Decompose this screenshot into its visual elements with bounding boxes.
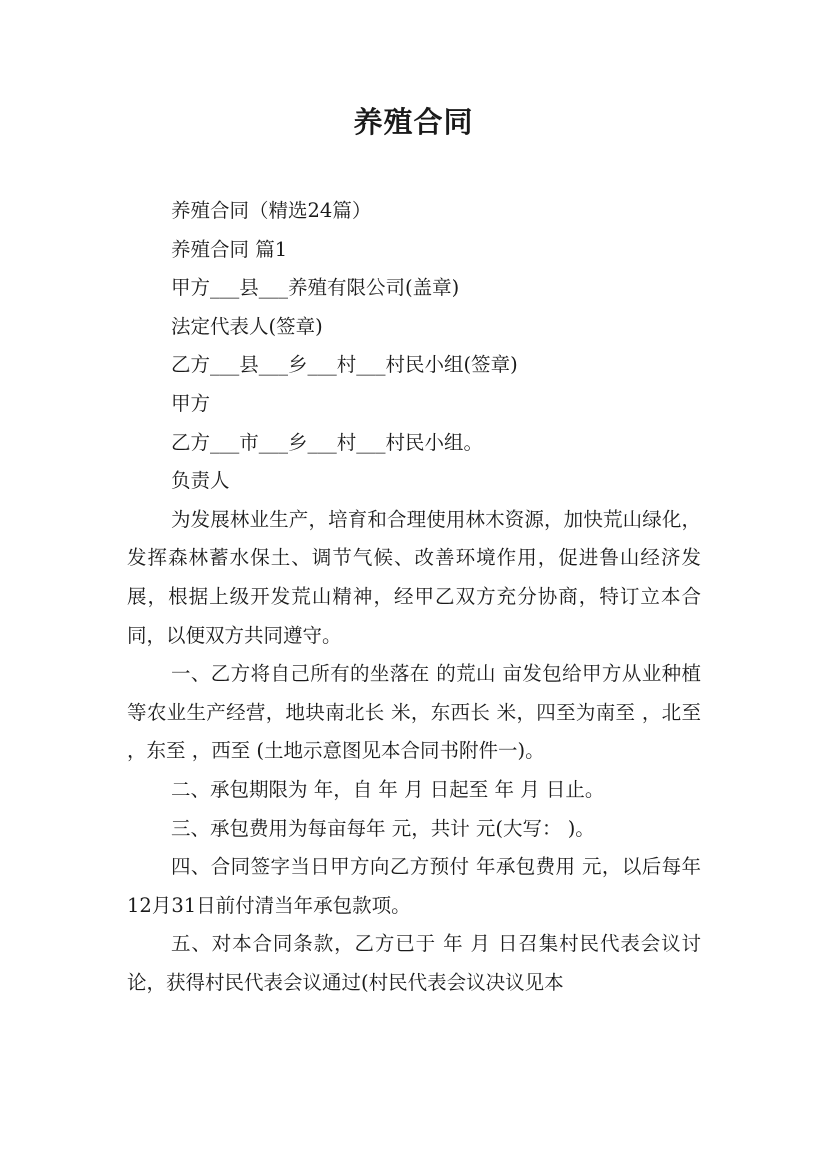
party-b-detail-line: 乙方___市___乡___村___村民小组。 (171, 430, 484, 454)
preamble-paragraph: 为发展林业生产，培育和合理使用林木资源，加快荒山绿化，发挥森林蓄水保土、调节气候、改善环境作用，促进鲁山经济发展，根据上级开发荒山精神，经甲乙双方充分协商，特订立本合同，以便双方共同遵守。 (127, 507, 701, 647)
clause-1-paragraph: 一、乙方将自己所有的坐落在 的荒山 亩发包给甲方从业种植等农业生产经营，地块南北长 米，东西长 米，四至为南至 ，北至 ，东至 ，西至 (土地示意图见本合同书附件一)。 (127, 662, 701, 763)
chapter-heading: 养殖合同 篇1 (171, 237, 288, 261)
party-b-line: 乙方___县___乡___村___村民小组(签章) (171, 353, 518, 377)
party-a-label: 甲方 (171, 391, 211, 415)
document-body (127, 192, 701, 1002)
clause-5-paragraph: 五、对本合同条款，乙方已于 年 月 日召集村民代表会议讨论，获得村民代表会议通过(村民代表会议决议见本 (127, 932, 701, 994)
party-a-line: 甲方___县___养殖有限公司(盖章) (171, 276, 460, 300)
clause-2-paragraph: 二、承包期限为 年，自 年 月 日起至 年 月 日止。 (171, 777, 605, 801)
clause-4-paragraph: 四、合同签字当日甲方向乙方预付 年承包费用 元，以后每年12月31日前付清当年承包款项。 (127, 855, 701, 917)
clause-3-paragraph: 三、承包费用为每亩每年 元，共计 元(大写： )。 (171, 816, 595, 840)
responsible-person-line: 负责人 (171, 469, 230, 493)
document-subtitle: 养殖合同（精选24篇） (171, 199, 372, 222)
legal-representative-line: 法定代表人(签章) (171, 314, 323, 338)
document-title: 养殖合同 (353, 105, 474, 139)
